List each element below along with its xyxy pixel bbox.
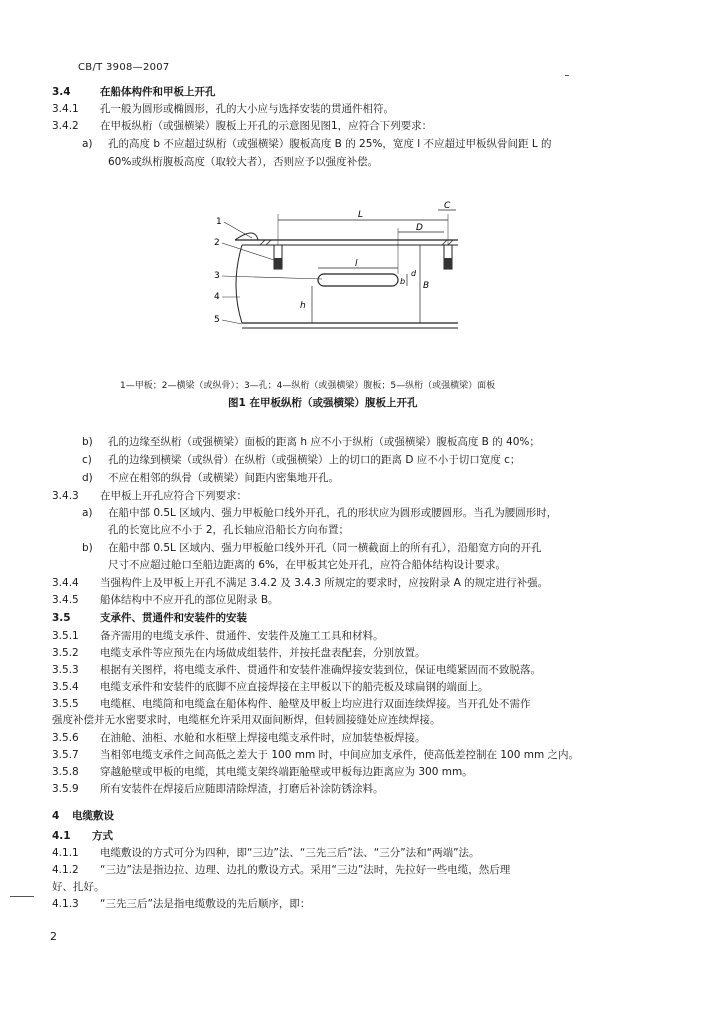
text-line (52, 679, 489, 695)
dim-C-label: C (444, 201, 451, 211)
clause-number: 3.4 (52, 86, 71, 98)
clause-text: 所有安装件在焊接后应随即清除焊渣，打磨后补涂防锈涂料。 (100, 783, 384, 795)
clause-text: 穿越舱壁或甲板的电缆，其电缆支架终端距舱壁或甲板每边距离应为 300 mm。 (100, 766, 473, 778)
text-line (82, 470, 339, 486)
text-line (108, 557, 506, 573)
clause-text: 在船体构件和甲板上开孔 (100, 86, 216, 98)
deck-hatch (260, 240, 453, 245)
clause-text: 在甲板纵桁（或强横梁）腹板上开孔的示意图见图1，应符合下列要求： (100, 120, 433, 132)
item-label: a) (82, 138, 93, 150)
fig-label-2: 2 (214, 238, 220, 248)
text-line (82, 505, 557, 521)
fig-label-4: 4 (214, 292, 220, 302)
text-line (52, 712, 441, 728)
clause-text: 船体结构中不应开孔的部位见附录 B。 (100, 594, 279, 606)
fig-label-3: 3 (214, 271, 220, 281)
clause-text: 电缆支承件和安装件的底脚不应直接焊接在主甲板以下的船壳板及球扁钢的端面上。 (100, 681, 489, 693)
text-line (52, 879, 105, 895)
clause-number: 3.5.8 (52, 766, 79, 778)
clause-number: 3.4.3 (52, 490, 79, 502)
text-line (52, 730, 426, 746)
text-line (52, 575, 548, 591)
clause-text: 孔的长宽比应不小于 2，孔长轴应沿船长方向布置； (108, 524, 350, 536)
dim-b-label: b (400, 277, 406, 286)
clause-number: 3.5.4 (52, 681, 79, 693)
clause-text: 方式 (92, 830, 113, 842)
clause-text: 电缆敷设 (72, 810, 114, 822)
dim-h-label: h (300, 301, 306, 311)
leader-5 (222, 320, 242, 324)
clause-number: 3.4.5 (52, 594, 79, 606)
clause-number: 4 (52, 810, 60, 822)
clause-number: 3.4.1 (52, 103, 79, 115)
leader-1 (224, 222, 252, 238)
web-left-edge (236, 245, 242, 323)
clause-number: 3.5.3 (52, 664, 79, 676)
clause-number: 4.1.1 (52, 847, 79, 859)
leader-3 (222, 276, 322, 279)
clause-number: c) (82, 454, 92, 466)
scan-mark (565, 75, 569, 76)
clause-text: “三边”法是指边拉、边理、边扎的敷设方式。采用“三边”法时，先拉好一些电缆，然后理 (100, 864, 511, 876)
clause-3-4-2 (52, 118, 432, 134)
clause-3-4-1 (52, 101, 394, 117)
page-number: 2 (50, 930, 57, 943)
text-line (52, 862, 510, 878)
item-a-continued (108, 154, 378, 170)
clause-text: 孔的边缘至纵桁（或强横梁）面板的距离 h 应不小于纵桁（或强横梁）腹板高度 B 的 40%； (108, 436, 540, 448)
text-line (52, 628, 384, 644)
clause-number: b) (82, 542, 93, 554)
clause-text: 电缆框、电缆筒和电缆盒在船体构件、舱壁及甲板上均应进行双面连续焊接。当开孔处不需作 (100, 698, 531, 710)
clause-text: 尺寸不应超过舱口至船边距离的 6%，在甲板其它处开孔，应符合船体结构设计要求。 (108, 559, 506, 571)
clause-text: 备齐需用的电缆支承件、贯通件、安装件及施工工具和材料。 (100, 630, 384, 642)
clause-text: 在油舱、油柜、水舱和水柜壁上焊接电缆支承件时，应加装垫板焊接。 (100, 732, 426, 744)
text-line (82, 452, 520, 468)
clause-number: b) (82, 436, 93, 448)
text-line (52, 764, 473, 780)
clause-text: 电缆敷设的方式可分为四种，即“三边”法、“三先三后”法、“三分”法和“两端”法。 (100, 847, 480, 859)
dim-l-label: l (355, 259, 358, 269)
clause-text: 在船中部 0.5L 区域内、强力甲板舱口线外开孔（同一横截面上的所有孔），沿船宽方向的开孔 (108, 542, 542, 554)
fig-label-5: 5 (214, 315, 220, 325)
dim-L-label: L (358, 210, 364, 220)
clause-text: 在船中部 0.5L 区域内、强力甲板舱口线外开孔，孔的形状应为圆形或腰圆形。当孔为腰圆形时， (108, 507, 558, 519)
text-line (82, 540, 541, 556)
text-line (52, 696, 531, 712)
clause-number: 3.5.5 (52, 698, 79, 710)
clause-number: 3.5.1 (52, 630, 79, 642)
clause-number: 3.4.4 (52, 577, 79, 589)
deck-plate-curve (235, 233, 258, 240)
leader-2 (222, 243, 274, 260)
dim-B-label: B (423, 281, 430, 291)
beam-section-left-fill (274, 258, 282, 269)
clause-text: “三先三后”法是指电缆敷设的先后顺序，即： (100, 898, 311, 910)
clause-text: 孔的边缘到横梁（或纵骨）在纵桁（或强横梁）上的切口的距离 D 应不小于切口宽度 c； (108, 454, 521, 466)
clause-text: 好、扎好。 (52, 881, 105, 893)
document-code: CB/T 3908—2007 (78, 62, 170, 73)
clause-number: 3.4.2 (52, 120, 79, 132)
clause-number: d) (82, 472, 93, 484)
text-line (52, 488, 247, 504)
text-line (52, 662, 541, 678)
clause-number: 3.5.2 (52, 647, 79, 659)
figure-legend: 1—甲板；2—横梁（或纵骨）；3—孔；4—纵桁（或强横梁）腹板；5—纵桁（或强横梁）面板 (120, 381, 496, 391)
item-text: 60%或纵桁腹板高度（取较大者），否则应予以强度补偿。 (108, 156, 379, 168)
clause-number: 3.5.7 (52, 749, 79, 761)
beam-section-right-fill (444, 258, 452, 269)
clause-text: 孔一般为圆形或椭圆形，孔的大小应与选择安装的贯通件相符。 (100, 103, 394, 115)
hole-slot (318, 274, 398, 286)
figure-title: 图1 在甲板纵桁（或强横梁）腹板上开孔 (228, 397, 418, 409)
text-line (108, 522, 349, 538)
clause-text: 强度补偿并无水密要求时，电缆框允许采用双面间断焊，但转圆接缝处应连续焊接。 (52, 714, 441, 726)
clause-number: 3.5.9 (52, 783, 79, 795)
text-line (82, 434, 540, 450)
clause-number: a) (82, 507, 93, 519)
clause-number: 4.1.2 (52, 864, 79, 876)
fig-label-1: 1 (216, 217, 222, 227)
text-line (52, 828, 113, 844)
text-line (52, 781, 384, 797)
clause-text: 不应在相邻的纵骨（或横梁）间距内密集地开孔。 (108, 472, 339, 484)
text-line (52, 747, 579, 763)
text-line (52, 845, 480, 861)
dim-d-label: d (411, 269, 417, 278)
clause-text: 当强构件上及甲板上开孔不满足 3.4.2 及 3.4.3 所规定的要求时，应按附录 A 的规定进行补强。 (100, 577, 549, 589)
section-3-4 (52, 84, 216, 100)
clause-number: 4.1 (52, 830, 71, 842)
clause-text: 在甲板上开孔应符合下列要求： (100, 490, 247, 502)
text-line (52, 645, 426, 661)
clause-text: 根据有关图样，将电缆支承件、贯通件和安装件准确焊接安装到位，保证电缆紧固而不致脱落。 (100, 664, 541, 676)
clause-number: 3.5 (52, 612, 71, 624)
clause-number: 4.1.3 (52, 898, 79, 910)
item-text: 孔的高度 b 不应超过纵桁（或强横梁）腹板高度 B 的 25%，宽度 l 不应超过甲板纵骨间距 L 的 (108, 138, 552, 150)
text-line (52, 592, 279, 608)
clause-number: 3.5.6 (52, 732, 79, 744)
clause-text: 当相邻电缆支承件之间高低之差大于 100 mm 时，中间应加支承件，使高低差控制在 100 mm 之内。 (100, 749, 580, 761)
text-line (52, 808, 114, 824)
dim-D-label: D (416, 223, 423, 233)
text-line (52, 896, 310, 912)
clause-text: 支承件、贯通件和安装件的安装 (100, 612, 247, 624)
figure-1-diagram (200, 196, 460, 331)
item-a (82, 136, 552, 152)
clause-text: 电缆支承件等应预先在内场做成组装件，并按托盘表配套，分别放置。 (100, 647, 426, 659)
text-line (52, 610, 247, 626)
scan-mark (10, 896, 34, 897)
